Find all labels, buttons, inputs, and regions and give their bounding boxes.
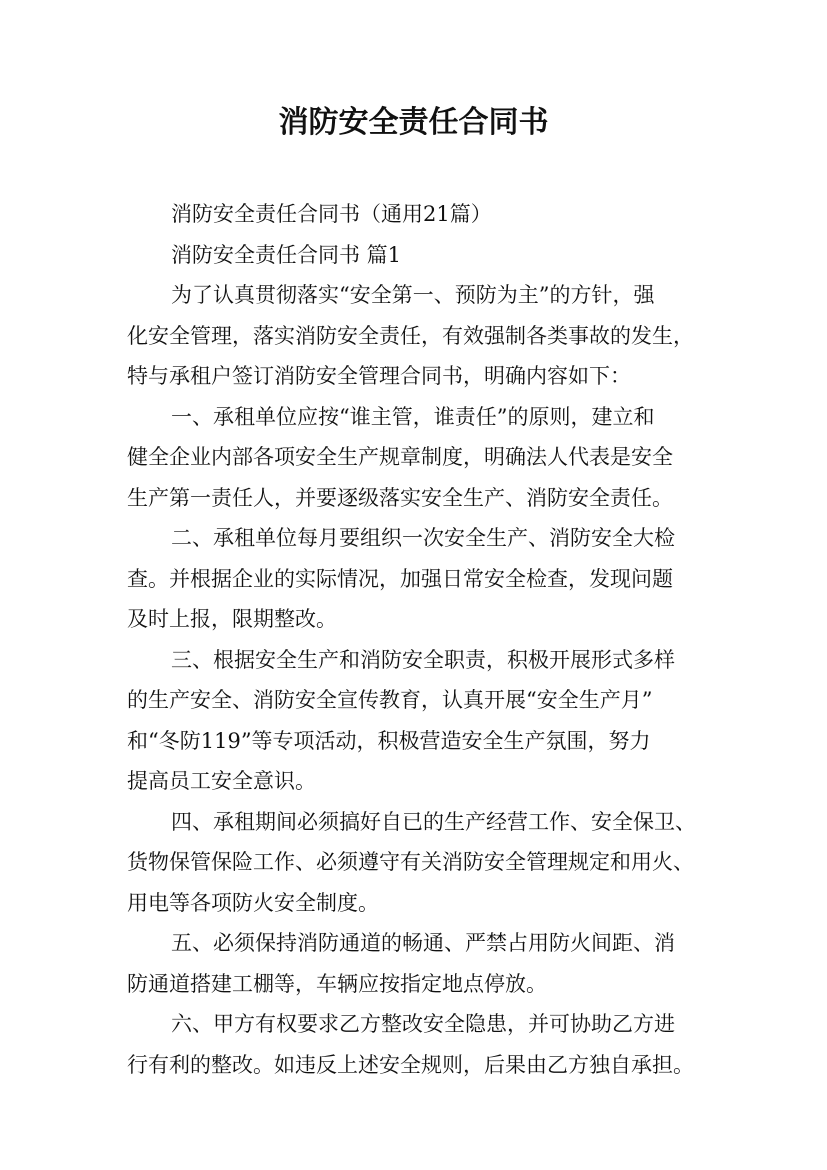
text-line: 五、必须保持消防通道的畅通、严禁占用防火间距、消 [171,931,675,955]
text-line: 生产第一责任人，并要逐级落实安全生产、消防安全责任。 [127,485,673,510]
text-line: 及时上报，限期整改。 [127,607,337,631]
text-line: 货物保管保险工作、必须遵守有关消防安全管理规定和用火、 [127,850,694,874]
text-line: 的生产安全、消防安全宣传教育，认真开展“安全生产月” [127,688,653,712]
text-line: 用电等各项防火安全制度。 [127,890,379,915]
text-line: 查。并根据企业的实际情况，加强日常安全检查，发现问题 [127,566,673,591]
text-line: 特与承租户签订消防安全管理合同书，明确内容如下： [127,364,631,388]
document-title: 消防安全责任合同书 [278,105,549,140]
text-line: 二、承租单位每月要组织一次安全生产、消防安全大检 [171,526,675,550]
text-line: 健全企业内部各项安全生产规章制度，明确法人代表是安全 [127,445,673,469]
text-line: 消防安全责任合同书 篇1 [171,242,402,267]
text-line: 提高员工安全意识。 [127,769,316,793]
text-line: 和“冬防119”等专项活动，积极营造安全生产氛围，努力 [127,728,651,753]
text-line: 六、甲方有权要求乙方整改安全隐患，并可协助乙方进 [171,1012,675,1036]
text-line: 一、承租单位应按“谁主管，谁责任”的原则，建立和 [171,404,655,429]
text-line: 行有利的整改。如违反上述安全规则，后果由乙方独自承担。 [127,1052,694,1077]
text-line: 消防安全责任合同书（通用21篇） [171,202,492,226]
document-body [127,194,712,1085]
text-line: 防通道搭建工棚等，车辆应按指定地点停放。 [127,971,547,996]
text-line: 化安全管理，落实消防安全责任，有效强制各类事故的发生， [127,323,694,348]
text-line: 三、根据安全生产和消防安全职责，积极开展形式多样 [171,647,675,672]
text-line: 为了认真贯彻落实“安全第一、预防为主”的方针，强 [171,283,655,307]
text-line: 四、承租期间必须搞好自已的生产经营工作、安全保卫、 [171,809,696,834]
